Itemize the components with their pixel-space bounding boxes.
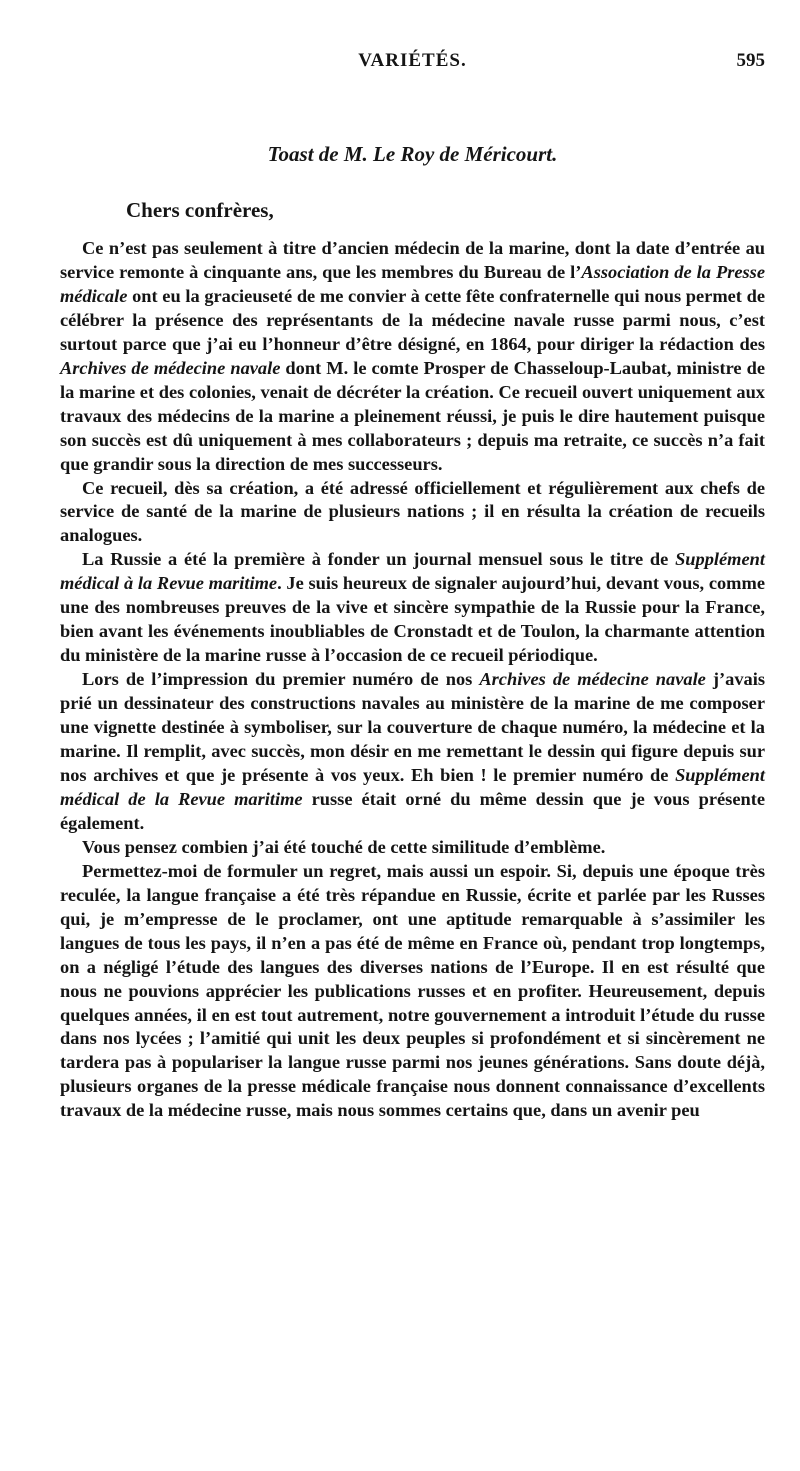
italic-title: Supplément médical de la Revue maritime bbox=[60, 764, 765, 809]
running-title: VARIÉTÉS. bbox=[358, 50, 467, 71]
text-run: Ce n’est pas seulement à titre d’ancien médecin de la marine, dont la date d’entrée au service remonte à cinquante ans, que les membres du Bureau de l’ bbox=[60, 238, 765, 282]
page-number: 595 bbox=[736, 50, 765, 71]
paragraph bbox=[60, 860, 765, 1123]
italic-title: Association de la Presse médicale bbox=[60, 261, 766, 306]
salutation: Chers confrères, bbox=[126, 198, 274, 222]
italic-title: Archives de médecine navale bbox=[479, 669, 706, 690]
text-run: j’avais prié un dessinateur des constructions navales au ministère de la marine de me composer une vignette destinée à symboliser, sur la couverture de chaque numéro, la médecine et la marine. Il remplit, avec succès, mon désir en me remettant le dessin qui figure depuis sur nos archives et que je présente à vos yeux. Eh bien ! le premier numéro de bbox=[60, 669, 765, 785]
running-header bbox=[60, 50, 765, 80]
text-run: Lors de l’impression du premier numéro de nos bbox=[82, 669, 480, 690]
text-run: La Russie a été la première à fonder un journal mensuel sous le titre de bbox=[82, 549, 676, 570]
paragraph bbox=[60, 548, 765, 668]
text-run: Ce recueil, dès sa création, a été adressé officiellement et régulièrement aux chefs de service de santé de la marine de plusieurs nations ; il en résulta la création de recueils analogues. bbox=[60, 477, 765, 546]
text-run: Vous pensez combien j’ai été touché de cette similitude d’emblème. bbox=[82, 836, 606, 857]
paragraph bbox=[60, 668, 765, 836]
text-run: ont eu la gracieuseté de me convier à cette fête confraternelle qui nous permet de célébrer la présence des représentants de la médecine navale russe parmi nous, c’est surtout parce que j’ai eu l’honneur d’être désigné, en 1864, pour diriger la rédaction des bbox=[60, 285, 765, 354]
paragraph bbox=[60, 836, 765, 860]
text-run: Permettez-moi de formuler un regret, mais aussi un espoir. Si, depuis une époque très reculée, la langue française a été très répandue en Russie, écrite et parlée par les Russes qui, je m’empresse de le proclamer, ont une aptitude remarquable à s’assimiler les langues de tous les pays, il n’en a pas été de même en France où, pendant trop longtemps, on a négligé l’étude des langues des diverses nations de l’Europe. Il en est résulté que nous ne pouvions apprécier les publications russes et en profiter. Heureusement, depuis quelques années, il en est tout autrement, notre gouvernement a introduit l’étude du russe dans nos lycées ; l’amitié qui unit les deux peuples si profondément et si sincèrement ne tardera pas à populariser la langue russe parmi nos jeunes générations. Sans doute déjà, plusieurs organes de la presse médicale française nous donnent connaissance d’excellents travaux de la médecine russe, mais nous sommes certains que, dans un avenir peu bbox=[60, 860, 765, 1121]
italic-title: Supplément médical à la Revue maritime bbox=[60, 549, 765, 594]
italic-title: Archives de médecine navale bbox=[60, 357, 281, 378]
paragraph bbox=[60, 477, 765, 549]
text-run: russe était orné du même dessin que je vous présente également. bbox=[60, 788, 766, 833]
body-text bbox=[60, 237, 765, 1123]
paragraph bbox=[60, 237, 765, 477]
text-run: . Je suis heureux de signaler aujourd’hui, devant vous, comme une des nombreuses preuves de la vive et sincère sympathie de la Russie pour la France, bien avant les événements inoubliables de Cronstadt et de Toulon, la charmante attention du ministère de la marine russe à l’occasion de ce recueil périodique. bbox=[60, 573, 765, 666]
text-run: dont M. le comte Prosper de Chasseloup-Laubat, ministre de la marine et des colonies, venait de décréter la création. Ce recueil ouvert uniquement aux travaux des médecins de la marine a pleinement réussi, je puis le dire hautement puisque son succès est dû uniquement à mes collaborateurs ; depuis ma retraite, ce succès n’a fait que grandir sous la direction de mes successeurs. bbox=[60, 357, 765, 474]
section-title: Toast de M. Le Roy de Méricourt. bbox=[267, 142, 558, 166]
